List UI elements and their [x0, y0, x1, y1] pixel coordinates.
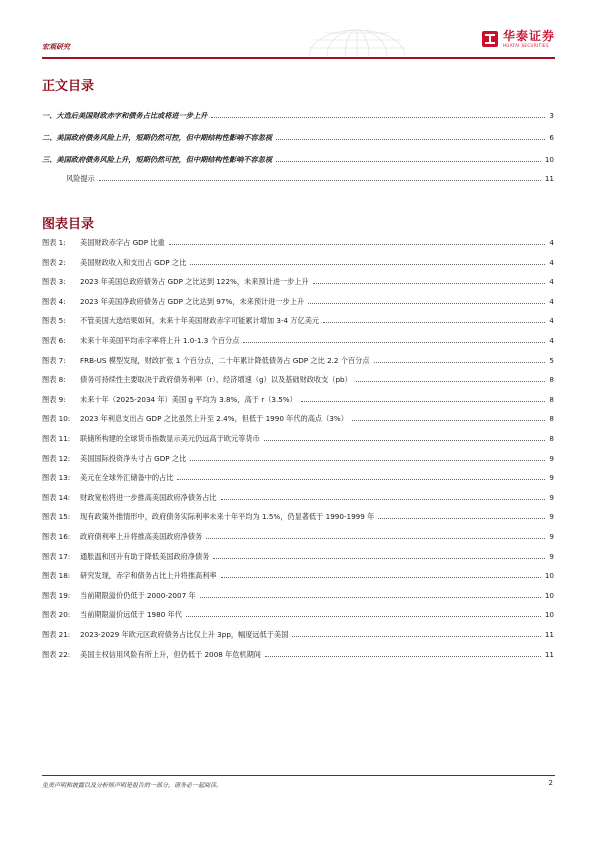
figure-entry-text	[42, 454, 188, 463]
figure-entry-page: 11	[544, 630, 554, 639]
leader-dots	[374, 361, 546, 363]
figure-entry-text	[42, 316, 321, 325]
figure-title: 2023-2029 年欧元区政府债务占比仅上升 3pp，幅度远低于美国	[80, 630, 289, 639]
figure-entry-page: 9	[549, 453, 554, 463]
figure-entry-page: 4	[549, 336, 554, 345]
leader-dots	[99, 179, 541, 181]
figure-title: 联储所构建的全球货币指数显示美元仍远高于欧元等货币	[80, 434, 260, 443]
figure-number: 图表 3:	[42, 277, 66, 287]
figure-title: 政府债利率上升将推高美国政府净债务	[80, 532, 203, 541]
figure-number: 图表 5:	[42, 316, 66, 326]
leader-dots	[265, 655, 541, 657]
figure-entry[interactable]	[42, 431, 554, 443]
toc-entry[interactable]	[42, 171, 554, 183]
figure-entry-text	[42, 375, 354, 384]
figure-entry[interactable]	[42, 451, 554, 463]
leader-dots	[186, 615, 541, 617]
toc-entry-text: 风险提示	[66, 174, 95, 183]
figure-entry-text	[42, 277, 311, 286]
leader-dots	[206, 537, 545, 539]
figure-entry-page: 4	[549, 316, 554, 326]
figure-title: 2023 年美国总政府债务占 GDP 之比达到 122%，未来预计进一步上升	[80, 277, 309, 287]
globe-watermark-icon	[297, 26, 417, 56]
toc-entry-text: 三、美国政府债务风险上升，短期仍然可控，但中期结构性影响不容忽视	[42, 155, 273, 164]
toc-title: 正文目录	[42, 79, 95, 94]
toc-entry-page: 10	[544, 155, 554, 164]
leader-dots	[301, 400, 546, 402]
page-header	[42, 26, 555, 56]
figure-entry-text	[42, 238, 167, 247]
figure-entry-text	[42, 414, 350, 423]
figure-title: 财政宽松将进一步推高美国政府净债务占比	[80, 492, 217, 502]
figure-number: 图表 19:	[42, 590, 71, 600]
figure-number: 图表 8:	[42, 375, 66, 385]
leader-dots	[378, 517, 545, 519]
leader-dots	[177, 478, 545, 480]
figure-entry-page: 9	[549, 492, 554, 502]
brand-name-cn: 华泰证券	[502, 29, 555, 43]
leader-dots	[352, 419, 546, 421]
figure-entry[interactable]	[42, 392, 554, 404]
figure-entry-text	[42, 552, 211, 561]
figure-entry-page: 10	[544, 590, 554, 600]
toc-entry-page: 3	[549, 111, 554, 120]
leader-dots	[200, 596, 541, 598]
leader-dots	[243, 341, 545, 343]
footer-disclaimer: 免责声明和披露以及分析师声明是报告的一部分，请务必一起阅读。	[42, 782, 223, 789]
figure-entry-page: 4	[549, 257, 554, 267]
toc-entry-page: 11	[544, 174, 554, 183]
figure-number: 图表 20:	[42, 610, 71, 620]
figure-title: 美国财政收入和支出占 GDP 之比	[80, 257, 187, 267]
figure-entry[interactable]	[42, 411, 554, 423]
figure-title: 当前期限溢价远低于 1980 年代	[80, 610, 182, 620]
leader-dots	[264, 439, 546, 441]
figure-number: 图表 13:	[42, 473, 71, 483]
figure-entry-text	[42, 532, 204, 541]
figure-title: 不管美国大选结果如何，未来十年美国财政赤字可能累计增加 3-4 万亿美元	[80, 316, 320, 326]
toc-entry[interactable]	[42, 130, 554, 142]
figure-title: 美国国际投资净头寸占 GDP 之比	[80, 453, 187, 463]
figure-entry-text	[42, 356, 372, 365]
figure-entry-text	[42, 630, 290, 639]
figure-entry-page: 5	[549, 355, 554, 365]
footer-divider	[42, 775, 555, 776]
figure-number: 图表 10:	[42, 414, 71, 424]
figure-number: 图表 12:	[42, 453, 71, 463]
figure-entry[interactable]	[42, 333, 554, 345]
figure-title: 美国财政赤字占 GDP 比重	[80, 238, 165, 247]
leader-dots	[221, 576, 541, 578]
figure-number: 图表 9:	[42, 394, 66, 404]
figure-entry[interactable]	[42, 647, 554, 659]
figure-number: 图表 1:	[42, 238, 66, 247]
leader-dots	[190, 263, 545, 265]
figure-title: 现有政策外推情形中，政府债务实际利率未来十年平均为 1.5%，仍显著低于 1990-1999 年	[80, 512, 375, 522]
figure-entry-page: 8	[549, 414, 554, 424]
figure-title: 未来十年（2025-2034 年）美国 g 平均为 3.8%，高于 r（3.5%）	[80, 394, 297, 404]
figure-entry[interactable]	[42, 627, 554, 639]
figure-entry[interactable]	[42, 588, 554, 600]
figure-title: 美元在全球外汇储备中的占比	[80, 473, 174, 483]
figure-entry-text	[42, 591, 198, 600]
brand-name-en: HUATAI SECURITIES	[502, 43, 549, 48]
leader-dots	[308, 302, 545, 304]
figure-entry[interactable]	[42, 568, 554, 580]
figure-entry[interactable]	[42, 470, 554, 482]
figure-entry-text	[42, 571, 219, 580]
figure-entry-text	[42, 610, 184, 619]
figures-title: 图表目录	[42, 217, 95, 232]
toc-entry[interactable]	[42, 108, 554, 120]
figure-title: 美国主权信用风险有所上升，但仍低于 2008 年危机期间	[80, 649, 261, 659]
toc-entry-text: 一、大选后美国财政赤字和债务占比或将进一步上升	[42, 111, 208, 120]
figure-number: 图表 16:	[42, 532, 71, 541]
figure-entry-text	[42, 258, 188, 267]
leader-dots	[313, 282, 546, 284]
figure-entry-page: 9	[549, 512, 554, 522]
figure-number: 图表 2:	[42, 257, 66, 267]
figure-entry-text	[42, 434, 262, 443]
figure-entry-text	[42, 512, 376, 521]
leader-dots	[276, 138, 545, 140]
figure-title: 2023 年利息支出占 GDP 之比虽然上升至 2.4%，但低于 1990 年代的高点（3%）	[80, 414, 348, 424]
figure-title: 未来十年美国平均赤字率将上升 1.0-1.3 个百分点	[80, 336, 240, 345]
figure-entry-page: 8	[549, 394, 554, 404]
figure-number: 图表 21:	[42, 630, 71, 639]
figure-title: 当前期限溢价仍低于 2000-2007 年	[80, 590, 196, 600]
figure-entry[interactable]	[42, 509, 554, 521]
figure-number: 图表 18:	[42, 571, 71, 581]
leader-dots	[213, 557, 545, 559]
figure-title: 2023 年美国净政府债务占 GDP 之比达到 97%，未来预计进一步上升	[80, 296, 305, 306]
figure-title: 债务可持续性主要取决于政府债务利率（r）、经济增速（g）以及基础财政收支（pb）	[80, 375, 352, 385]
figure-entry-page: 11	[544, 649, 554, 659]
figure-entry-page: 9	[549, 532, 554, 541]
figure-entry[interactable]	[42, 607, 554, 619]
leader-dots	[211, 116, 545, 118]
figure-entry-page: 10	[544, 610, 554, 620]
figure-entry-text	[42, 297, 306, 306]
leader-dots	[276, 160, 541, 162]
figure-entry-text	[42, 473, 175, 482]
leader-dots	[323, 321, 545, 323]
figure-title: 通胀温和回升有助于降低美国政府净债务	[80, 551, 210, 561]
figure-entry[interactable]	[42, 274, 554, 286]
figure-number: 图表 6:	[42, 336, 66, 345]
figure-number: 图表 15:	[42, 512, 71, 522]
toc-entry[interactable]	[42, 152, 554, 164]
leader-dots	[190, 459, 545, 461]
page-number: 2	[548, 779, 553, 787]
leader-dots	[292, 635, 540, 637]
figure-entry-text	[42, 650, 263, 659]
figure-number: 图表 14:	[42, 492, 71, 502]
figure-number: 图表 11:	[42, 434, 71, 443]
toc-entry-text: 二、美国政府债务风险上升，短期仍然可控，但中期结构性影响不容忽视	[42, 133, 273, 142]
leader-dots	[169, 243, 546, 245]
figure-entry[interactable]	[42, 353, 554, 365]
figure-number: 图表 17:	[42, 551, 71, 561]
figure-entry[interactable]	[42, 490, 554, 502]
figure-entry-page: 9	[549, 473, 554, 483]
figure-entry-page: 9	[549, 551, 554, 561]
figure-entry-page: 4	[549, 277, 554, 287]
figure-entry-page: 4	[549, 238, 554, 247]
figure-entry-page: 10	[544, 571, 554, 581]
figure-entry[interactable]	[42, 255, 554, 267]
huatai-logo-icon	[481, 30, 499, 48]
figure-entry-text	[42, 395, 299, 404]
report-category: 宏观研究	[42, 43, 70, 51]
leader-dots	[356, 380, 546, 382]
toc-entry-page: 6	[549, 133, 554, 142]
figure-number: 图表 4:	[42, 296, 66, 306]
figure-entry-page: 4	[549, 296, 554, 306]
figure-title: FRB-US 模型发现，财政扩张 1 个百分点，二十年累计降低债务占 GDP 之比 2.2 个百分点	[80, 355, 370, 365]
figure-entry-page: 8	[549, 375, 554, 385]
figure-entry[interactable]	[42, 372, 554, 384]
figure-entry[interactable]	[42, 313, 554, 325]
leader-dots	[221, 498, 546, 500]
brand-logo	[481, 30, 555, 54]
figure-entry[interactable]	[42, 529, 554, 541]
figure-number: 图表 22:	[42, 649, 71, 659]
figure-entry-page: 8	[549, 434, 554, 443]
figure-title: 研究发现，赤字和债务占比上升将推高利率	[80, 571, 217, 581]
figure-entry[interactable]	[42, 235, 554, 247]
figure-entry-text	[42, 336, 241, 345]
header-divider	[42, 57, 555, 59]
figure-entry[interactable]	[42, 294, 554, 306]
figure-number: 图表 7:	[42, 355, 66, 365]
figure-entry[interactable]	[42, 549, 554, 561]
figure-entry-text	[42, 493, 219, 502]
